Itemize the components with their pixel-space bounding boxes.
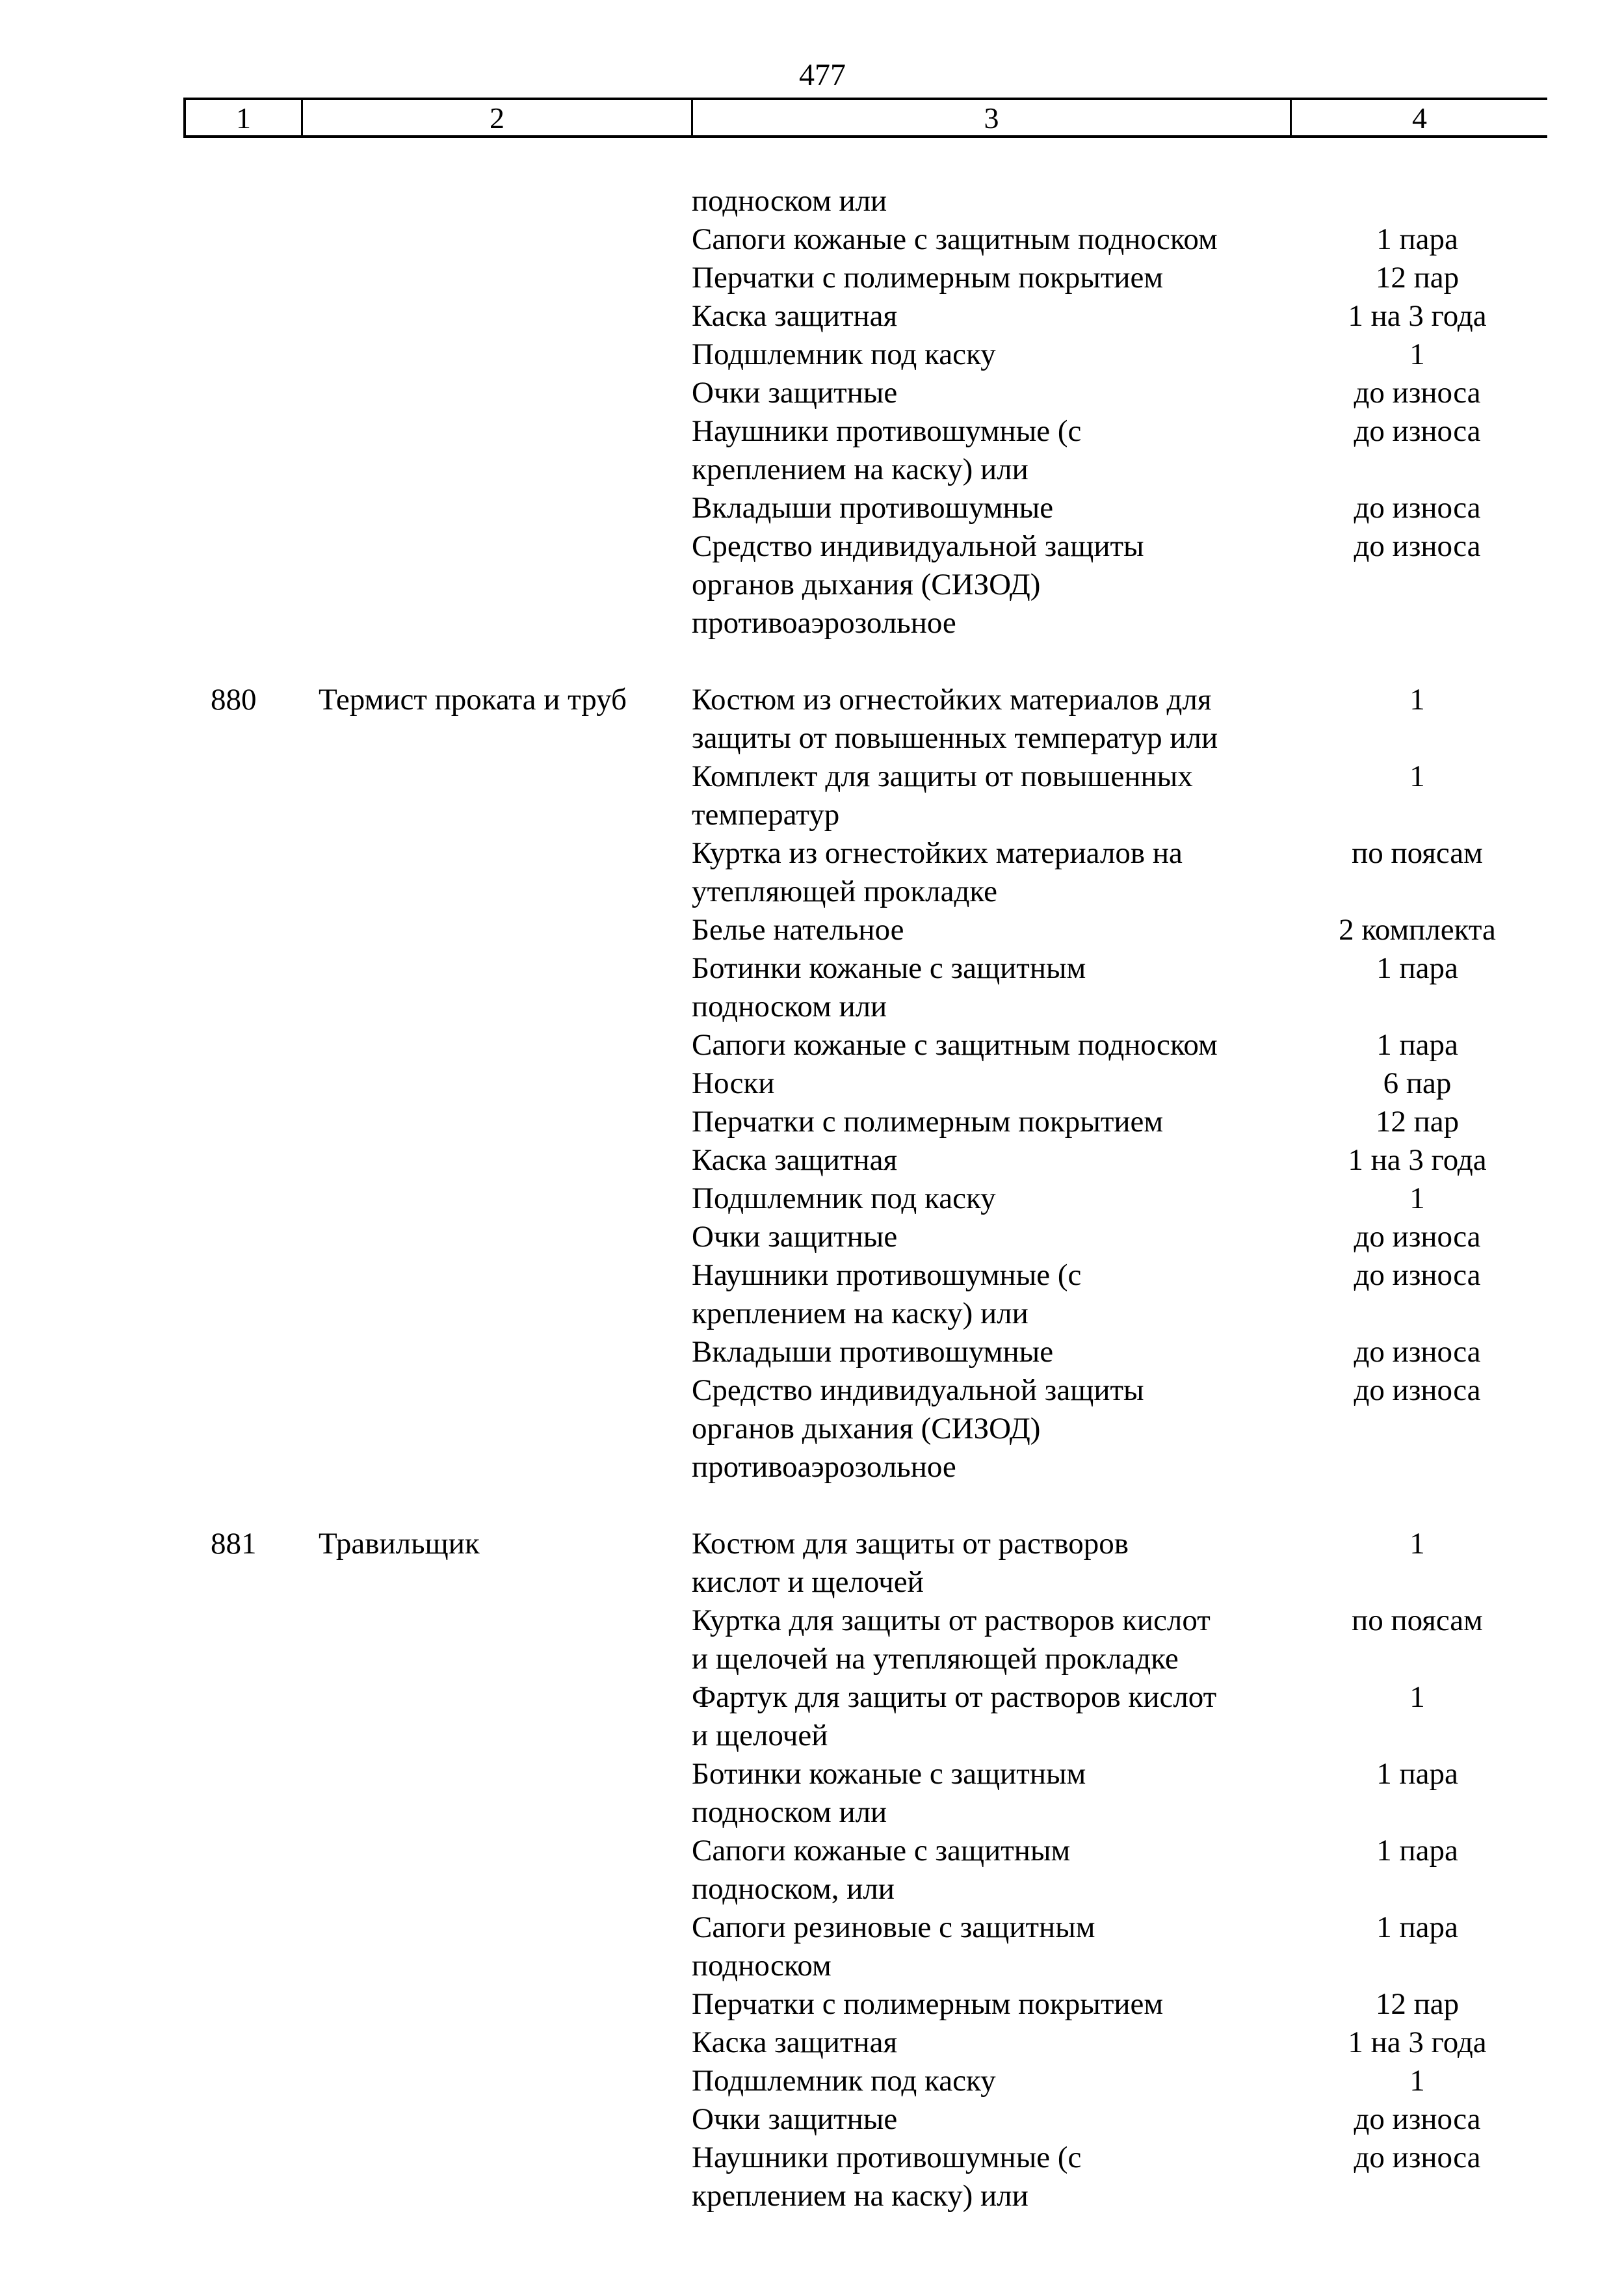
ppe-item: Костюм из огнестойких материалов для — [692, 683, 1212, 717]
ppe-item: органов дыхания (СИЗОД) — [692, 1412, 1041, 1445]
ppe-item: Очки защитные — [692, 376, 898, 410]
ppe-item: кислот и щелочей — [692, 1565, 924, 1599]
table-row — [183, 681, 1547, 719]
issue-norm: по поясам — [1352, 836, 1483, 870]
ppe-item: Подшлемник под каску — [692, 1181, 996, 1215]
table-row — [183, 2100, 1547, 2139]
section-gap — [183, 1486, 1547, 1525]
ppe-item: Куртка для защиты от растворов кислот — [692, 1603, 1211, 1637]
issue-norm: 1 на 3 года — [1348, 2025, 1487, 2059]
issue-norm: 1 на 3 года — [1348, 299, 1487, 333]
ppe-item: Подшлемник под каску — [692, 2064, 996, 2098]
ppe-item: подноском — [692, 1949, 832, 1983]
ppe-item: Средство индивидуальной защиты — [692, 529, 1144, 563]
ppe-item: Наушники противошумные (с — [692, 414, 1082, 448]
table-row — [183, 1218, 1547, 1256]
ppe-item: противоаэрозольное — [692, 606, 956, 640]
table-row — [183, 1180, 1547, 1218]
table-row — [183, 1064, 1547, 1103]
ppe-item: Наушники противошумные (с — [692, 1258, 1082, 1292]
issue-norm: до износа — [1354, 376, 1481, 410]
issue-norm: 1 — [1409, 683, 1425, 717]
table-row — [183, 1717, 1547, 1755]
issue-norm: по поясам — [1352, 1603, 1483, 1637]
page-number: 477 — [799, 58, 846, 92]
ppe-item: Очки защитные — [692, 1220, 898, 1254]
table-row — [183, 719, 1547, 758]
ppe-item: Ботинки кожаные с защитным — [692, 1757, 1086, 1791]
profession-name: Травильщик — [319, 1527, 480, 1561]
ppe-item: Сапоги кожаные с защитным подноском — [692, 222, 1218, 256]
ppe-item: креплением на каску) или — [692, 453, 1028, 486]
table-row — [183, 259, 1547, 297]
section-gap — [183, 642, 1547, 681]
column-header-1: 1 — [186, 100, 303, 135]
table-row — [183, 2177, 1547, 2215]
issue-norm: 1 пара — [1376, 1028, 1458, 1062]
issue-norm: 1 — [1409, 337, 1425, 371]
issue-norm: 12 пар — [1375, 261, 1460, 295]
issue-norm: 12 пар — [1375, 1987, 1460, 2021]
issue-norm: 1 пара — [1376, 1834, 1458, 1867]
ppe-item: Очки защитные — [692, 2102, 898, 2136]
column-header-2: 2 — [303, 100, 693, 135]
table-row — [183, 412, 1547, 451]
table-row — [183, 2062, 1547, 2100]
table-row — [183, 796, 1547, 834]
ppe-item: Сапоги кожаные с защитным — [692, 1834, 1071, 1867]
table-row — [183, 297, 1547, 336]
table-row — [183, 1448, 1547, 1486]
ppe-item: и щелочей — [692, 1719, 828, 1752]
table-row — [183, 1256, 1547, 1295]
table-row — [183, 220, 1547, 259]
table-row — [183, 1640, 1547, 1678]
table-row — [183, 1410, 1547, 1448]
table-row — [183, 566, 1547, 604]
issue-norm: до износа — [1354, 529, 1481, 563]
ppe-item: Вкладыши противошумные — [692, 491, 1054, 525]
ppe-item: Носки — [692, 1066, 775, 1100]
table-row — [183, 949, 1547, 988]
issue-norm: до износа — [1354, 414, 1481, 448]
ppe-item: Каска защитная — [692, 2025, 898, 2059]
ppe-item: противоаэрозольное — [692, 1450, 956, 1484]
ppe-item: Перчатки с полимерным покрытием — [692, 1987, 1164, 2021]
issue-norm: 1 — [1409, 2064, 1425, 2098]
issue-norm: 1 пара — [1376, 222, 1458, 256]
ppe-item: Куртка из огнестойких материалов на — [692, 836, 1183, 870]
table-row — [183, 1678, 1547, 1717]
ppe-item: Костюм для защиты от растворов — [692, 1527, 1129, 1561]
table-row — [183, 1103, 1547, 1141]
table-body — [183, 182, 1547, 2215]
ppe-item: подноском, или — [692, 1872, 895, 1906]
issue-norm: 1 пара — [1376, 1757, 1458, 1791]
ppe-item: Ботинки кожаные с защитным — [692, 951, 1086, 985]
table-row — [183, 2139, 1547, 2177]
table-row — [183, 873, 1547, 911]
table-row — [183, 182, 1547, 220]
ppe-item: креплением на каску) или — [692, 2179, 1028, 2213]
table-row — [183, 758, 1547, 796]
column-header-3: 3 — [693, 100, 1292, 135]
table-row — [183, 1026, 1547, 1064]
column-header-row — [183, 98, 1547, 138]
table-row — [183, 1985, 1547, 2024]
issue-norm: 6 пар — [1383, 1066, 1452, 1100]
ppe-item: Наушники противошумные (с — [692, 2141, 1082, 2174]
issue-norm: до износа — [1354, 2141, 1481, 2174]
ppe-item: Сапоги кожаные с защитным подноском — [692, 1028, 1218, 1062]
profession-name: Термист проката и труб — [319, 683, 627, 717]
issue-norm: 2 комплекта — [1339, 913, 1496, 947]
table-row — [183, 2024, 1547, 2062]
table-row — [183, 1755, 1547, 1793]
table-row — [183, 1141, 1547, 1180]
issue-norm: до износа — [1354, 1335, 1481, 1369]
table-row — [183, 1563, 1547, 1602]
issue-norm: 1 — [1409, 1680, 1425, 1714]
issue-norm: 1 — [1409, 1527, 1425, 1561]
table-row — [183, 1525, 1547, 1563]
ppe-item: Вкладыши противошумные — [692, 1335, 1054, 1369]
table-row — [183, 527, 1547, 566]
table-row — [183, 336, 1547, 374]
ppe-item: органов дыхания (СИЗОД) — [692, 568, 1041, 601]
ppe-item: Средство индивидуальной защиты — [692, 1373, 1144, 1407]
issue-norm: 1 пара — [1376, 951, 1458, 985]
row-number: 881 — [211, 1527, 257, 1561]
ppe-item: подноском или — [692, 1795, 887, 1829]
issue-norm: 1 на 3 года — [1348, 1143, 1487, 1177]
table-row — [183, 1908, 1547, 1947]
issue-norm: до износа — [1354, 1373, 1481, 1407]
table-row — [183, 1371, 1547, 1410]
table-row — [183, 1333, 1547, 1371]
column-header-4: 4 — [1412, 101, 1427, 135]
table-row — [183, 834, 1547, 873]
ppe-item: креплением на каску) или — [692, 1297, 1028, 1330]
issue-norm: до износа — [1354, 2102, 1481, 2136]
table-row — [183, 1870, 1547, 1908]
issue-norm: 1 пара — [1376, 1910, 1458, 1944]
table-row — [183, 489, 1547, 527]
table-row — [183, 1793, 1547, 1832]
ppe-item: Перчатки с полимерным покрытием — [692, 261, 1164, 295]
ppe-item: Белье нательное — [692, 913, 904, 947]
issue-norm: до износа — [1354, 1258, 1481, 1292]
ppe-item: защиты от повышенных температур или — [692, 721, 1218, 755]
ppe-item: Комплект для защиты от повышенных — [692, 759, 1193, 793]
table-row — [183, 604, 1547, 642]
ppe-item: подноском или — [692, 184, 887, 218]
ppe-item: температур — [692, 798, 840, 832]
issue-norm: 1 — [1409, 1181, 1425, 1215]
ppe-item: подноском или — [692, 990, 887, 1023]
table-row — [183, 988, 1547, 1026]
table-row — [183, 1832, 1547, 1870]
ppe-item: Каска защитная — [692, 299, 898, 333]
issue-norm: 1 — [1409, 759, 1425, 793]
ppe-item: Подшлемник под каску — [692, 337, 996, 371]
issue-norm: до износа — [1354, 1220, 1481, 1254]
ppe-item: Перчатки с полимерным покрытием — [692, 1105, 1164, 1139]
issue-norm: 12 пар — [1375, 1105, 1460, 1139]
table-row — [183, 911, 1547, 949]
ppe-item: Фартук для защиты от растворов кислот — [692, 1680, 1217, 1714]
table-row — [183, 374, 1547, 412]
ppe-item: Сапоги резиновые с защитным — [692, 1910, 1095, 1944]
table-row — [183, 1947, 1547, 1985]
issue-norm: до износа — [1354, 491, 1481, 525]
ppe-item: Каска защитная — [692, 1143, 898, 1177]
ppe-item: и щелочей на утепляющей прокладке — [692, 1642, 1179, 1676]
table-row — [183, 1295, 1547, 1333]
table-row — [183, 1602, 1547, 1640]
table-row — [183, 451, 1547, 489]
ppe-item: утепляющей прокладке — [692, 875, 997, 908]
row-number: 880 — [211, 683, 257, 717]
